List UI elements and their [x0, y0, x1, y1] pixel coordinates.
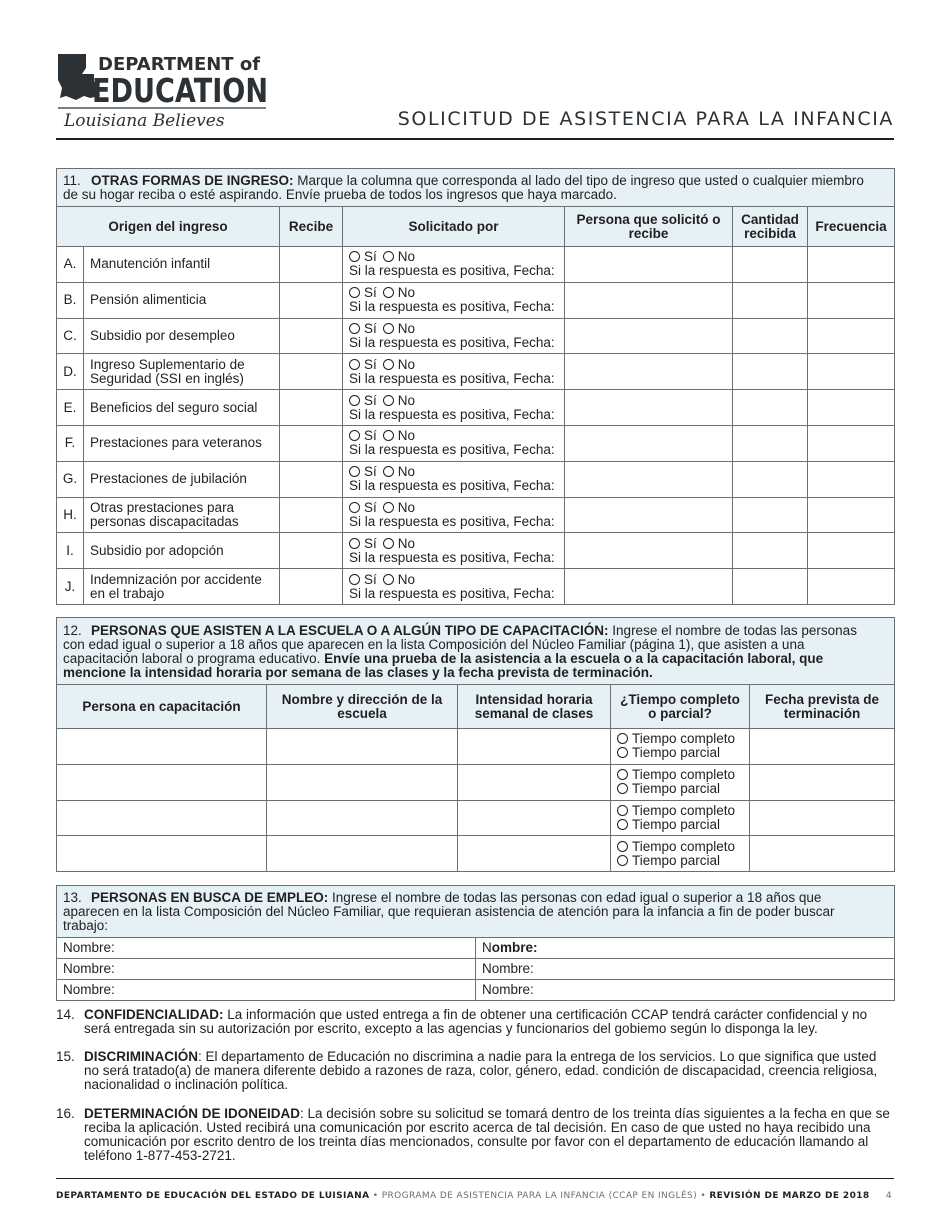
radio-icon	[617, 747, 628, 758]
no-option[interactable]: No	[383, 285, 415, 300]
radio-icon	[383, 430, 394, 441]
row-letter: I.	[57, 533, 84, 569]
name-field[interactable]: Nombre:	[476, 938, 895, 959]
part-time-option[interactable]: Tiempo parcial	[617, 854, 743, 868]
persona-capacitacion-cell[interactable]	[57, 764, 267, 800]
section-11-header: 11. OTRAS FORMAS DE INGRESO: Marque la columna que corresponda al lado del tipo de ingreso que usted o cualquier miembro de su hogar reciba o esté aspirando. Envíe prueba de todos los ingresos que haya marcado.	[57, 169, 895, 207]
col-fecha-terminacion: Fecha prevista de terminación	[750, 685, 895, 729]
cantidad-cell[interactable]	[733, 497, 808, 533]
yes-option[interactable]: Sí	[349, 393, 377, 408]
recibe-cell[interactable]	[280, 247, 343, 283]
page-title: SOLICITUD DE ASISTENCIA PARA LA INFANCIA	[397, 108, 894, 130]
row-letter: H.	[57, 497, 84, 533]
radio-icon	[383, 502, 394, 513]
logo-tagline: Louisiana Believes	[64, 111, 225, 131]
section-11-table	[56, 168, 895, 605]
date-note[interactable]: Si la respuesta es positiva, Fecha:	[349, 442, 555, 458]
frecuencia-cell[interactable]	[808, 569, 895, 605]
recibe-cell[interactable]	[280, 569, 343, 605]
recibe-cell[interactable]	[280, 497, 343, 533]
radio-icon	[349, 466, 360, 477]
name-field[interactable]: Nombre:	[476, 980, 895, 1001]
note-discriminacion: 15. DISCRIMINACIÓN: El departamento de Educación no discrimina a nadie para la entrega de los servicios. Lo que significa que usted no será tratado(a) de manera diferente debido a razones de raza, color, género, edad. condición de discapacidad, creencia religiosa, nacionalidad o inclinación política.	[56, 1049, 878, 1092]
date-note[interactable]: Si la respuesta es positiva, Fecha:	[349, 585, 555, 601]
radio-icon	[617, 855, 628, 866]
logo-line2: EDUCATION	[92, 71, 268, 110]
yes-option[interactable]: Sí	[349, 321, 377, 336]
no-option[interactable]: No	[383, 249, 415, 264]
solicitado-cell	[343, 390, 565, 426]
row-letter: J.	[57, 569, 84, 605]
no-option[interactable]: No	[383, 572, 415, 587]
persona-cell[interactable]	[565, 497, 733, 533]
radio-icon	[349, 323, 360, 334]
tiempo-cell	[611, 836, 750, 872]
income-row	[57, 390, 895, 426]
row-letter: G.	[57, 461, 84, 497]
radio-icon	[383, 287, 394, 298]
recibe-cell[interactable]	[280, 461, 343, 497]
solicitado-cell	[343, 533, 565, 569]
frecuencia-cell[interactable]	[808, 282, 895, 318]
income-row	[57, 282, 895, 318]
income-source: Subsidio por desempleo	[84, 318, 280, 354]
recibe-cell[interactable]	[280, 425, 343, 461]
radio-icon	[349, 359, 360, 370]
section-13-header: 13. PERSONAS EN BUSCA DE EMPLEO: Ingrese el nombre de todas las personas con edad igual o superior a 18 años que aparecen en la lista Composición del Núcleo Familiar, que requieran asistencia de atención para la infancia a fin de poder buscar trabajo:	[57, 886, 895, 938]
persona-capacitacion-cell[interactable]	[57, 729, 267, 765]
solicitado-cell	[343, 354, 565, 390]
escuela-cell[interactable]	[267, 764, 458, 800]
col-solicitado: Solicitado por	[343, 207, 565, 247]
income-row	[57, 461, 895, 497]
col-persona: Persona que solicitó o recibe	[565, 207, 733, 247]
col-intensidad: Intensidad horaria semanal de clases	[458, 685, 611, 729]
yes-option[interactable]: Sí	[349, 428, 377, 443]
cantidad-cell[interactable]	[733, 533, 808, 569]
part-time-option[interactable]: Tiempo parcial	[617, 746, 743, 760]
persona-cell[interactable]	[565, 425, 733, 461]
fecha-terminacion-cell[interactable]	[750, 800, 895, 836]
name-field[interactable]: Nombre:	[57, 938, 476, 959]
part-time-option[interactable]: Tiempo parcial	[617, 818, 743, 832]
part-time-option[interactable]: Tiempo parcial	[617, 782, 743, 796]
recibe-cell[interactable]	[280, 282, 343, 318]
cantidad-cell[interactable]	[733, 425, 808, 461]
cantidad-cell[interactable]	[733, 390, 808, 426]
tiempo-cell	[611, 800, 750, 836]
escuela-cell[interactable]	[267, 800, 458, 836]
name-field[interactable]: Nombre:	[57, 980, 476, 1001]
page-number: 4	[885, 1191, 892, 1201]
row-letter: C.	[57, 318, 84, 354]
radio-icon	[383, 466, 394, 477]
cantidad-cell[interactable]	[733, 318, 808, 354]
full-time-option[interactable]: Tiempo completo	[617, 768, 743, 782]
solicitado-cell	[343, 282, 565, 318]
escuela-cell[interactable]	[267, 729, 458, 765]
fecha-terminacion-cell[interactable]	[750, 836, 895, 872]
intensidad-cell[interactable]	[458, 729, 611, 765]
no-option[interactable]: No	[383, 428, 415, 443]
col-cantidad: Cantidad recibida	[733, 207, 808, 247]
persona-cell[interactable]	[565, 282, 733, 318]
date-note[interactable]: Si la respuesta es positiva, Fecha:	[349, 513, 555, 529]
income-row	[57, 533, 895, 569]
radio-icon	[383, 251, 394, 262]
footer-revision: REVISIÓN DE MARZO DE 2018	[709, 1191, 870, 1201]
radio-icon	[349, 251, 360, 262]
tiempo-cell	[611, 764, 750, 800]
date-note[interactable]: Si la respuesta es positiva, Fecha:	[349, 549, 555, 565]
radio-icon	[349, 538, 360, 549]
logo-line1: DEPARTMENT of	[98, 54, 261, 75]
yes-option[interactable]: Sí	[349, 357, 377, 372]
no-option[interactable]: No	[383, 321, 415, 336]
fecha-terminacion-cell[interactable]	[750, 764, 895, 800]
persona-cell[interactable]	[565, 247, 733, 283]
intensidad-cell[interactable]	[458, 836, 611, 872]
persona-cell[interactable]	[565, 390, 733, 426]
radio-icon	[617, 783, 628, 794]
training-row	[57, 729, 895, 765]
persona-capacitacion-cell[interactable]	[57, 836, 267, 872]
training-row	[57, 836, 895, 872]
recibe-cell[interactable]	[280, 533, 343, 569]
radio-icon	[383, 395, 394, 406]
section-12-header: 12. PERSONAS QUE ASISTEN A LA ESCUELA O A ALGÚN TIPO DE CAPACITACIÓN: Ingrese el nombre de todas las personas con edad igual o superior a 18 años que aparecen en la lista Composición del Núcleo Familiar (página 1), que asisten a una capacitación laboral o programa educativo. Envíe una prueba de la asistencia a la escuela o a la capacitación laboral, que mencione la intensidad horaria por semana de las clases y la fecha prevista de terminación.	[57, 618, 895, 685]
income-source: Prestaciones de jubilación	[84, 461, 280, 497]
note-confidencialidad: 14. CONFIDENCIALIDAD: La información que usted entrega a fin de obtener una certificación CCAP tendrá carácter confidencial y no será entregada sin su autorización por escrito, excepto a las agencias y funcionarios del gobiemo según lo disponga la ley.	[56, 1007, 868, 1036]
footer-dept: DEPARTAMENTO DE EDUCACIÓN DEL ESTADO DE LUISIANA	[56, 1191, 370, 1201]
date-note[interactable]: Si la respuesta es positiva, Fecha:	[349, 263, 555, 279]
income-source: Pensión alimenticia	[84, 282, 280, 318]
row-letter: B.	[57, 282, 84, 318]
no-option[interactable]: No	[383, 536, 415, 551]
cantidad-cell[interactable]	[733, 354, 808, 390]
income-source: Indemnización por accidente en el trabajo	[84, 569, 280, 605]
col-persona-capacitacion: Persona en capacitación	[57, 685, 267, 729]
col-recibe: Recibe	[280, 207, 343, 247]
full-time-option[interactable]: Tiempo completo	[617, 840, 743, 854]
frecuencia-cell[interactable]	[808, 390, 895, 426]
row-letter: D.	[57, 354, 84, 390]
cantidad-cell[interactable]	[733, 282, 808, 318]
date-note[interactable]: Si la respuesta es positiva, Fecha:	[349, 334, 555, 350]
yes-option[interactable]: Sí	[349, 500, 377, 515]
solicitado-cell	[343, 425, 565, 461]
income-source: Otras prestaciones para personas discapacitadas	[84, 497, 280, 533]
frecuencia-cell[interactable]	[808, 461, 895, 497]
recibe-cell[interactable]	[280, 318, 343, 354]
income-row	[57, 425, 895, 461]
solicitado-cell	[343, 461, 565, 497]
radio-icon	[383, 323, 394, 334]
row-letter: A.	[57, 247, 84, 283]
persona-cell[interactable]	[565, 533, 733, 569]
cantidad-cell[interactable]	[733, 461, 808, 497]
row-letter: F.	[57, 425, 84, 461]
frecuencia-cell[interactable]	[808, 497, 895, 533]
persona-cell[interactable]	[565, 318, 733, 354]
recibe-cell[interactable]	[280, 354, 343, 390]
no-option[interactable]: No	[383, 357, 415, 372]
col-escuela: Nombre y dirección de la escuela	[267, 685, 458, 729]
tiempo-cell	[611, 729, 750, 765]
income-source: Subsidio por adopción	[84, 533, 280, 569]
radio-icon	[617, 841, 628, 852]
date-note[interactable]: Si la respuesta es positiva, Fecha:	[349, 478, 555, 494]
footer-program: PROGRAMA DE ASISTENCIA PARA LA INFANCIA (CCAP EN INGLÉS)	[381, 1191, 698, 1201]
name-field[interactable]: Nombre:	[476, 959, 895, 980]
intensidad-cell[interactable]	[458, 764, 611, 800]
recibe-cell[interactable]	[280, 390, 343, 426]
income-row	[57, 247, 895, 283]
full-time-option[interactable]: Tiempo completo	[617, 804, 743, 818]
radio-icon	[617, 805, 628, 816]
radio-icon	[349, 430, 360, 441]
louisiana-doe-logo	[56, 50, 271, 130]
full-time-option[interactable]: Tiempo completo	[617, 732, 743, 746]
date-note[interactable]: Si la respuesta es positiva, Fecha:	[349, 299, 555, 315]
cantidad-cell[interactable]	[733, 247, 808, 283]
yes-option[interactable]: Sí	[349, 536, 377, 551]
escuela-cell[interactable]	[267, 836, 458, 872]
income-row	[57, 354, 895, 390]
frecuencia-cell[interactable]	[808, 354, 895, 390]
yes-option[interactable]: Sí	[349, 285, 377, 300]
radio-icon	[617, 819, 628, 830]
solicitado-cell	[343, 569, 565, 605]
yes-option[interactable]: Sí	[349, 249, 377, 264]
fecha-terminacion-cell[interactable]	[750, 729, 895, 765]
no-option[interactable]: No	[383, 393, 415, 408]
yes-option[interactable]: Sí	[349, 572, 377, 587]
income-row	[57, 318, 895, 354]
frecuencia-cell[interactable]	[808, 425, 895, 461]
cantidad-cell[interactable]	[733, 569, 808, 605]
solicitado-cell	[343, 497, 565, 533]
page-footer: DEPARTAMENTO DE EDUCACIÓN DEL ESTADO DE LUISIANA • PROGRAMA DE ASISTENCIA PARA LA INFANCIA (CCAP EN INGLÉS) • REVISIÓN DE MARZO DE 2018 4	[56, 1178, 894, 1201]
radio-icon	[617, 769, 628, 780]
section-12-table	[56, 617, 895, 872]
solicitado-cell	[343, 247, 565, 283]
name-field[interactable]: Nombre:	[57, 959, 476, 980]
persona-cell[interactable]	[565, 354, 733, 390]
radio-icon	[617, 733, 628, 744]
yes-option[interactable]: Sí	[349, 464, 377, 479]
radio-icon	[383, 538, 394, 549]
income-source: Manutención infantil	[84, 247, 280, 283]
radio-icon	[349, 287, 360, 298]
col-tiempo: ¿Tiempo completo o parcial?	[611, 685, 750, 729]
persona-capacitacion-cell[interactable]	[57, 800, 267, 836]
income-source: Beneficios del seguro social	[84, 390, 280, 426]
training-row	[57, 800, 895, 836]
note-idoneidad: 16. DETERMINACIÓN DE IDONEIDAD: La decisión sobre su solicitud se tomará dentro de los treinta días siguientes a la fecha en que se reciba la aplicación. Usted recibirá una comunicación por escrito acerca de tal decisión. En caso de que usted no haya recibido una comunicación por escrito dentro de los treinta días mencionados, consulte por favor con el departamento de educación llamando al teléfono 1-877-453-2721.	[56, 1106, 890, 1163]
income-source: Prestaciones para veteranos	[84, 425, 280, 461]
no-option[interactable]: No	[383, 464, 415, 479]
radio-icon	[349, 574, 360, 585]
radio-icon	[349, 395, 360, 406]
training-row	[57, 764, 895, 800]
col-frecuencia: Frecuencia	[808, 207, 895, 247]
row-letter: E.	[57, 390, 84, 426]
no-option[interactable]: No	[383, 500, 415, 515]
frecuencia-cell[interactable]	[808, 318, 895, 354]
persona-cell[interactable]	[565, 569, 733, 605]
section-13-table	[56, 885, 895, 1001]
date-note[interactable]: Si la respuesta es positiva, Fecha:	[349, 370, 555, 386]
radio-icon	[349, 502, 360, 513]
frecuencia-cell[interactable]	[808, 247, 895, 283]
income-row	[57, 497, 895, 533]
page-header	[56, 50, 894, 140]
persona-cell[interactable]	[565, 461, 733, 497]
date-note[interactable]: Si la respuesta es positiva, Fecha:	[349, 406, 555, 422]
col-origen: Origen del ingreso	[57, 207, 280, 247]
intensidad-cell[interactable]	[458, 800, 611, 836]
radio-icon	[383, 359, 394, 370]
income-row	[57, 569, 895, 605]
radio-icon	[383, 574, 394, 585]
frecuencia-cell[interactable]	[808, 533, 895, 569]
solicitado-cell	[343, 318, 565, 354]
income-source: Ingreso Suplementario de Seguridad (SSI en inglés)	[84, 354, 280, 390]
